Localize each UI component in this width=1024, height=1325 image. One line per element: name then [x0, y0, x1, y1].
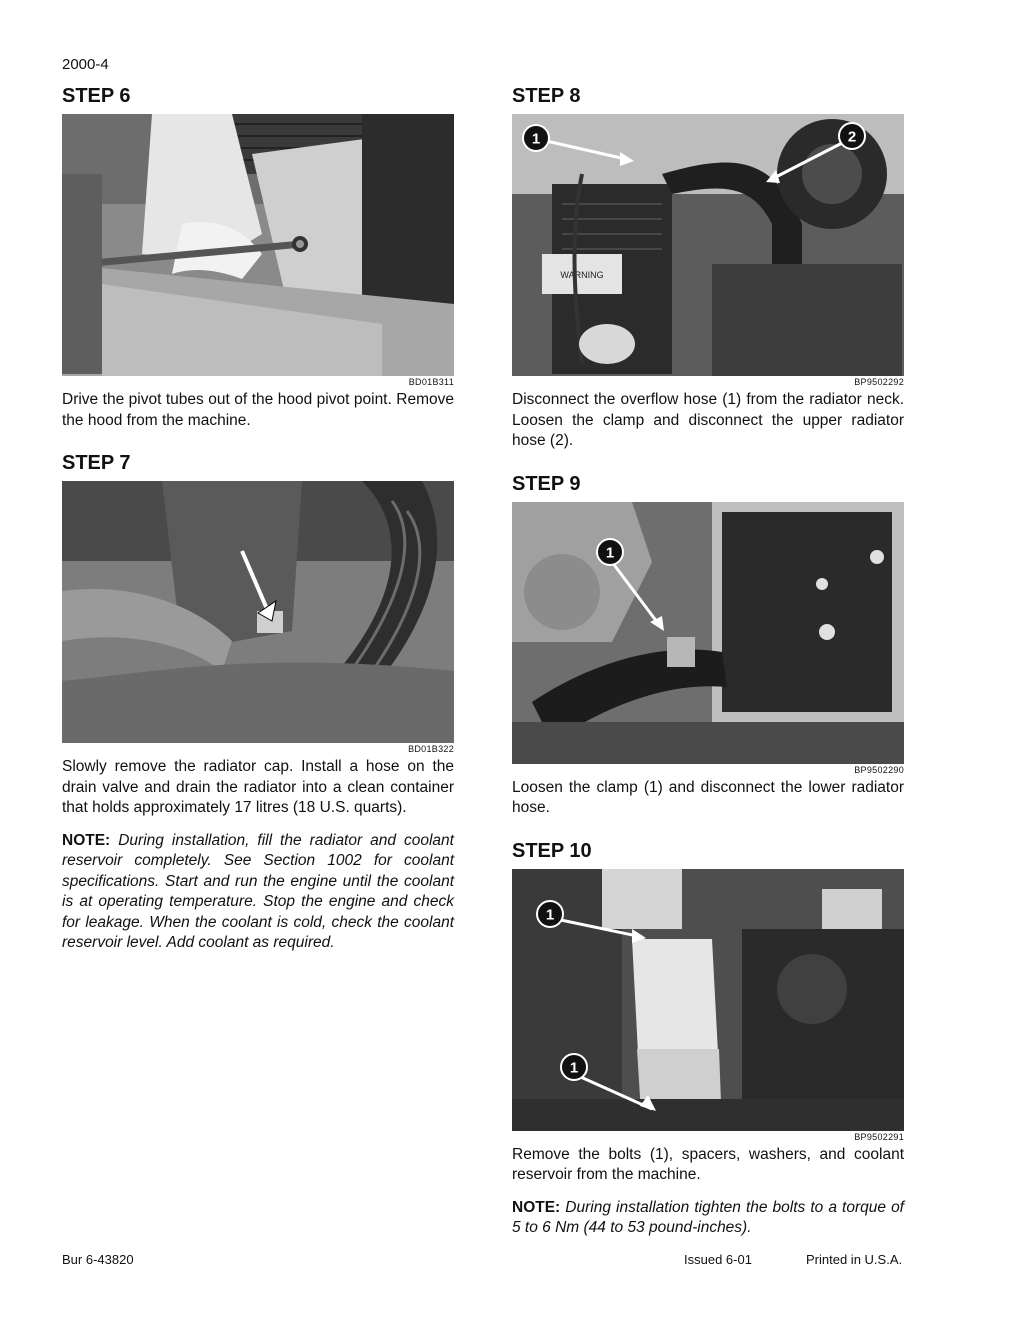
left-column	[62, 84, 454, 954]
step-7-section	[62, 451, 454, 954]
step-10-callout-bottom: 1	[569, 1059, 579, 1076]
step-8-title: STEP 8	[512, 85, 581, 107]
step-9-title: STEP 9	[512, 472, 581, 495]
step-8-callout-2: 2	[847, 128, 857, 146]
footer-printed: Printed in U.S.A.	[806, 1252, 903, 1267]
step-7-instruction: Slowly remove the radiator cap. Install a hose on the drain valve and drain the radiator into a clean container that holds approximately 17 litres (18 U.S. quarts).	[62, 758, 454, 816]
step-7-photo-code: BD01B322	[408, 744, 454, 754]
footer-issued: Issued 6-01	[684, 1252, 752, 1267]
step-6-instruction: Drive the pivot tubes out of the hood pivot point. Remove the hood from the machine.	[62, 391, 454, 429]
step-10-photo-code: BP9502291	[854, 1131, 904, 1142]
step-9-photo-code: BP9502290	[854, 764, 904, 775]
step-8-photo	[512, 114, 904, 376]
step-8-photo-code: BP9502292	[854, 377, 904, 387]
step-6-photo	[62, 114, 454, 376]
step-8-callout-1: 1	[531, 130, 541, 148]
step-6-title: STEP 6	[62, 85, 131, 107]
step-10-title: STEP 10	[512, 839, 592, 862]
coolant-reservoir-illustration	[512, 869, 904, 1131]
step-10-note-text: During installation tighten the bolts to a torque of 5 to 6 Nm (44 to 53 pound-inches).	[512, 1198, 904, 1236]
step-6-photo-code: BD01B311	[408, 377, 454, 387]
step-7-note	[62, 831, 454, 954]
step-9-callout-1: 1	[605, 544, 615, 561]
radiator-drain-illustration	[62, 481, 454, 743]
warning-decal: WARNING	[560, 270, 604, 280]
step-7-title: STEP 7	[62, 452, 131, 474]
step-10-note	[512, 1198, 904, 1239]
page-number: 2000-4	[62, 56, 109, 73]
footer-document-number: Bur 6-43820	[62, 1252, 134, 1267]
step-7-photo	[62, 481, 454, 743]
step-8-instruction: Disconnect the overflow hose (1) from the radiator neck. Loosen the clamp and disconnect the upper radiator hose (2).	[512, 391, 904, 449]
step-6-section	[62, 84, 454, 431]
step-7-note-text: During installation, fill the radiator and coolant reservoir completely. See Section 1002 for coolant specifications. Start and run the engine until the coolant is at operating temperature. Stop the engine and check for leakage. When the coolant is cold, check the coolant reservoir level. Add coolant as required.	[62, 831, 454, 951]
lower-hose-illustration	[512, 502, 904, 764]
step-9-instruction: Loosen the clamp (1) and disconnect the lower radiator hose.	[512, 778, 904, 816]
step-10-callout-top: 1	[545, 906, 555, 923]
step-10-section	[512, 839, 904, 1239]
step-9-section	[512, 472, 904, 819]
step-10-instruction: Remove the bolts (1), spacers, washers, and coolant reservoir from the machine.	[512, 1145, 904, 1183]
step-7-note-label: NOTE:	[62, 831, 111, 849]
step-10-note-label: NOTE:	[512, 1198, 561, 1216]
step-10-photo	[512, 869, 904, 1131]
overflow-hose-illustration	[512, 114, 904, 376]
hood-pivot-illustration	[62, 114, 454, 376]
step-8-section	[512, 84, 904, 452]
step-9-photo	[512, 502, 904, 764]
right-column	[512, 84, 904, 1239]
